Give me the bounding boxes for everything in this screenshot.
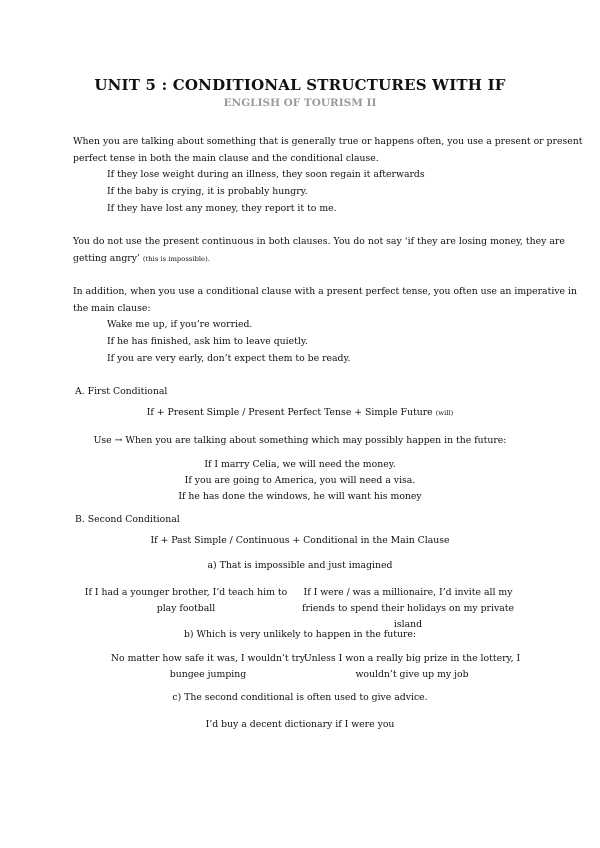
- intro-line-1: When you are talking about something that is generally true or happens often, you use a present or present: [73, 136, 583, 147]
- continuous-note-line-1: You do not use the present continuous in both clauses. You do not say ‘if they are losing money, they are: [73, 236, 565, 247]
- example-b-left: No matter how safe it was, I wouldn’t try bungee jumping: [110, 653, 306, 680]
- page-subtitle: ENGLISH OF TOURISM II: [223, 97, 377, 109]
- second-conditional-sub-b: b) Which is very unlikely to happen in the future:: [183, 629, 417, 640]
- imperative-line-1: In addition, when you use a conditional clause with a present perfect tense, you often use an imperative in: [73, 286, 577, 297]
- continuous-note-aside: (this is impossible).: [142, 255, 210, 263]
- imperative-example: If he has finished, ask him to leave quietly.: [107, 336, 308, 347]
- page-title: UNIT 5 : CONDITIONAL STRUCTURES WITH IF: [94, 76, 506, 94]
- second-conditional-formula: If + Past Simple / Continuous + Conditional in the Main Clause: [150, 535, 450, 546]
- example-b-right: Unless I won a really big prize in the lottery, I wouldn’t give up my job: [303, 653, 521, 680]
- intro-example: If they have lost any money, they report it to me.: [107, 203, 337, 214]
- first-conditional-example: If he has done the windows, he will want his money: [178, 491, 422, 502]
- advice-example: I’d buy a decent dictionary if I were you: [205, 719, 395, 730]
- intro-example: If the baby is crying, it is probably hungry.: [107, 186, 308, 197]
- formula-text: If + Present Simple / Present Perfect Tense + Simple Future: [146, 407, 433, 418]
- formula-note: (will): [435, 409, 454, 417]
- imperative-line-2: the main clause:: [73, 303, 151, 314]
- intro-example: If they lose weight during an illness, they soon regain it afterwards: [107, 169, 425, 180]
- continuous-note-line-2: [73, 250, 210, 268]
- first-conditional-heading: A. First Conditional: [75, 386, 168, 397]
- first-conditional-example: If I marry Celia, we will need the money.: [204, 459, 396, 470]
- imperative-example: If you are very early, don’t expect them to be ready.: [107, 353, 351, 364]
- second-conditional-sub-c: c) The second conditional is often used to give advice.: [172, 692, 428, 703]
- example-a-left: If I had a younger brother, I’d teach him to play football: [84, 587, 288, 614]
- intro-line-2: perfect tense in both the main clause and the conditional clause.: [73, 153, 379, 164]
- first-conditional-use: Use → When you are talking about something which may possibly happen in the future:: [93, 435, 507, 446]
- example-a-right: If I were / was a millionaire, I’d invite all my friends to spend their holidays on my private island: [302, 587, 514, 630]
- first-conditional-example: If you are going to America, you will need a visa.: [184, 475, 416, 486]
- second-conditional-heading: B. Second Conditional: [75, 514, 180, 525]
- second-conditional-sub-a: a) That is impossible and just imagined: [207, 560, 393, 571]
- first-conditional-formula: [0, 404, 600, 422]
- continuous-note-text: getting angry’: [73, 253, 140, 264]
- imperative-example: Wake me up, if you’re worried.: [107, 319, 253, 330]
